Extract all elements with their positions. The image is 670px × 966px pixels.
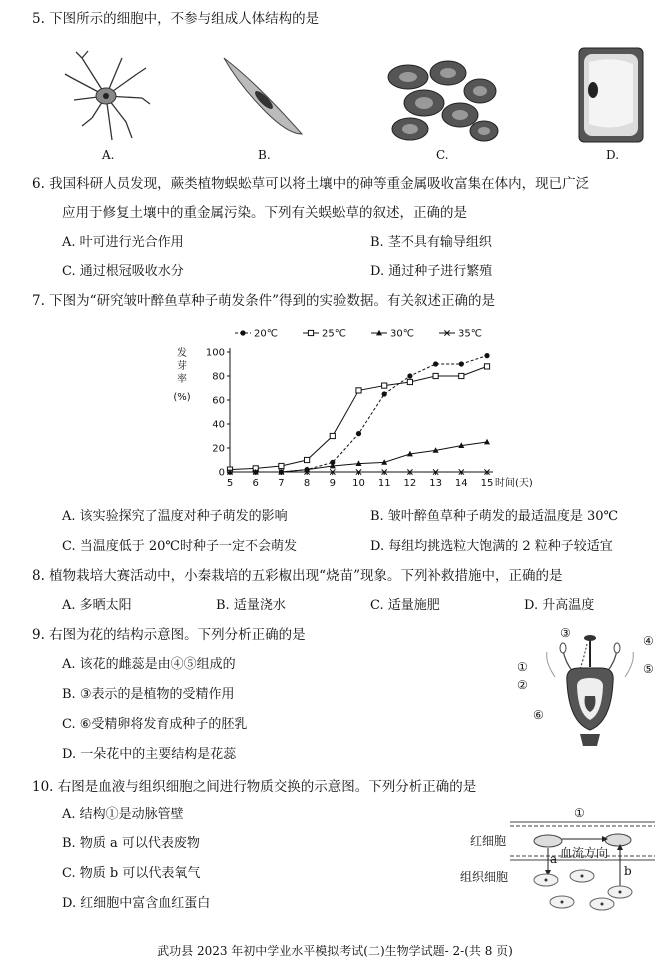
germination-line-chart [165,320,533,492]
red-blood-cell-label: 红细胞 [470,834,507,848]
data-point-25℃ [484,364,489,369]
x-tick-label: 15 [480,478,494,489]
data-point-20℃ [407,373,412,378]
option-a-caption: A. [102,148,115,162]
y-axis-title-char: 率 [177,374,187,385]
legend-marker [308,330,313,335]
q10-option-a: A. 结构①是动脉管壁 [62,807,184,822]
q6-stem-line1: 6. 我国科研人员发现，蕨类植物蜈蚣草可以将土壤中的砷等重金属吸收富集在体内，现已广泛 [32,176,590,192]
data-point-25℃ [305,457,310,462]
x-tick-label: 6 [252,478,259,489]
substance-a-label: a [550,852,558,866]
q8-option-d: D. 升高温度 [524,598,595,613]
data-point-20℃ [356,431,361,436]
y-tick-label: 40 [212,419,225,431]
x-tick-label: 9 [329,478,336,489]
plant-cell-image [577,46,647,146]
x-tick-label: 13 [429,478,442,489]
x-tick-label: 14 [454,478,468,489]
q6-stem-line2: 应用于修复土壤中的重金属污染。下列有关蜈蚣草的叙述，正确的是 [62,205,467,221]
x-tick-label: 10 [352,478,365,489]
q10-option-b: B. 物质 a 可以代表废物 [62,836,200,851]
series-line-25℃ [230,366,487,469]
q7-option-b: B. 皱叶醉鱼草种子萌发的最适温度是 30℃ [370,509,619,524]
q6-option-a: A. 叶可进行光合作用 [62,235,184,250]
data-point-20℃ [433,361,438,366]
legend-label-35℃: 35℃ [458,328,482,340]
red-blood-cells-image [380,55,500,145]
q7-option-a: A. 该实验探究了温度对种子萌发的影响 [62,509,288,524]
q9-option-c: C. ⑥受精卵将发育成种子的胚乳 [62,717,248,732]
smooth-muscle-cell-image [218,52,308,140]
option-d-caption: D. [606,148,620,162]
label-3: ③ [560,626,571,640]
y-tick-label: 80 [212,371,225,383]
page-footer: 武功县 2023 年初中学业水平模拟考试(二)生物学试题- 2-(共 8 页) [157,944,513,958]
q8-option-c: C. 适量施肥 [370,598,440,613]
option-b-caption: B. [258,148,271,162]
legend-label-20℃: 20℃ [254,328,278,340]
label-2: ② [517,678,528,692]
q9-option-a: A. 该花的雌蕊是由④⑤组成的 [62,657,236,672]
x-tick-label: 7 [278,478,285,489]
x-tick-label: 5 [226,478,234,489]
y-tick-label: 20 [212,443,225,455]
y-axis-title-char: 发 [177,348,187,359]
q9-option-d: D. 一朵花中的主要结构是花蕊 [62,747,237,762]
data-point-25℃ [382,383,387,388]
legend-marker [240,330,245,335]
legend-label-25℃: 25℃ [322,328,346,340]
q7-option-d: D. 每组均挑选粒大饱满的 2 粒种子较适宜 [370,539,613,554]
option-c-caption: C. [436,148,449,162]
q8-stem: 8. 植物栽培大赛活动中，小秦栽培的五彩椒出现“烧苗”现象。下列补救措施中，正确的是 [32,568,563,584]
substance-b-label: b [624,864,632,878]
q6-option-b: B. 茎不具有输导组织 [370,235,492,250]
q10-stem: 10. 右图是血液与组织细胞之间进行物质交换的示意图。下列分析正确的是 [32,779,477,795]
x-tick-label: 12 [403,478,417,489]
label-5: ⑤ [643,662,654,676]
label-6: ⑥ [533,708,544,722]
x-axis-title: 时间(天) [495,478,533,489]
q7-stem: 7. 下图为“研究皱叶醉鱼草种子萌发条件”得到的实验数据。有关叙述正确的是 [32,293,495,309]
q5-stem: 5. 下图所示的细胞中，不参与组成人体结构的是 [32,11,320,27]
blood-flow-label: 血流方向 [560,846,609,860]
q10-option-c: C. 物质 b 可以代表氧气 [62,866,201,881]
data-point-20℃ [484,353,489,358]
q6-option-d: D. 通过种子进行繁殖 [370,264,493,279]
q8-option-a: A. 多晒太阳 [62,598,132,613]
q7-option-c: C. 当温度低于 20℃时种子一定不会萌发 [62,539,297,554]
x-tick-label: 11 [377,478,391,489]
q9-option-b: B. ③表示的是植物的受精作用 [62,687,235,702]
data-point-20℃ [459,361,464,366]
flower-structure-diagram [505,622,660,752]
data-point-25℃ [279,463,284,468]
legend-label-30℃: 30℃ [390,328,414,340]
y-tick-label: 0 [218,467,225,479]
y-axis-title-unit: (%) [173,392,191,403]
structure-1-label: ① [574,806,585,820]
blood-exchange-diagram [460,806,660,914]
data-point-25℃ [356,388,361,393]
data-point-30℃ [484,439,490,445]
data-point-25℃ [433,373,438,378]
y-tick-label: 60 [212,395,225,407]
label-4: ④ [643,634,654,648]
x-tick-label: 8 [303,478,311,489]
data-point-25℃ [330,433,335,438]
data-point-25℃ [459,373,464,378]
y-axis-title-char: 芽 [177,361,187,372]
label-1: ① [517,660,528,674]
y-tick-label: 100 [205,347,225,359]
q6-option-c: C. 通过根冠吸收水分 [62,264,184,279]
tissue-cell-label: 组织细胞 [460,870,509,884]
neuron-image [62,48,152,143]
q10-option-d: D. 红细胞中富含血红蛋白 [62,896,211,911]
data-point-25℃ [407,379,412,384]
q8-option-b: B. 适量浇水 [216,598,286,613]
series-line-20℃ [230,356,487,472]
data-point-20℃ [382,391,387,396]
q9-stem: 9. 右图为花的结构示意图。下列分析正确的是 [32,627,306,643]
